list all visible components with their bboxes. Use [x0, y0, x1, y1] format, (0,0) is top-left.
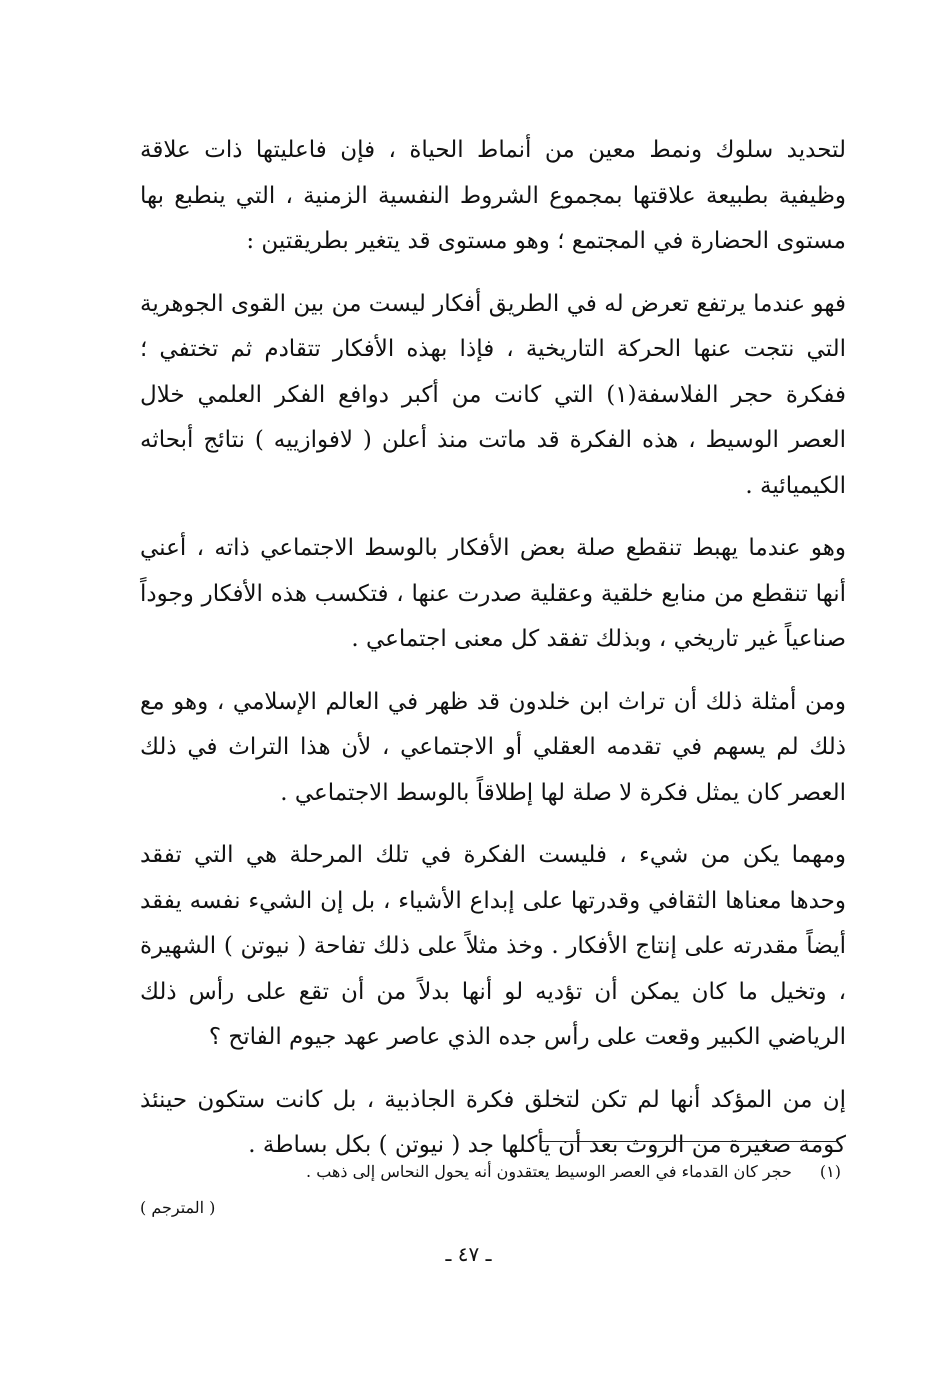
footnote-divider [540, 1141, 836, 1142]
footnote-attribution: ( المترجم ) [140, 1198, 216, 1217]
footnote-marker: (١) [819, 1162, 841, 1181]
paragraph-6: إن من المؤكد أنها لم تكن لتخلق فكرة الجاذبية ، بل كانت ستكون حينئذ كومة صغيرة من الروث بعد أن يأكلها جد ( نيوتن ) بكل بساطة . [140, 1086, 846, 1158]
paragraph-2: فهو عندما يرتفع تعرض له في الطريق أفكار ليست من بين القوى الجوهرية التي نتجت عنها الحركة التاريخية ، فإذا بهذه الأفكار تتقادم ثم تختفي ؛ ففكرة حجر الفلاسفة(١) التي كانت من أكبر دوافع الفكر العلمي خلال العصر الوسيط ، هذه الفكرة قد ماتت منذ أعلن ( لافوازييه ) نتائج أبحاثه الكيميائية . [140, 290, 846, 499]
paragraph-4: ومن أمثلة ذلك أن تراث ابن خلدون قد ظهر في العالم الإسلامي ، وهو مع ذلك لم يسهم في تقدمه العقلي أو الاجتماعي ، لأن هذا التراث في ذلك العصر كان يمثل فكرة لا صلة لها إطلاقاً بالوسط الاجتماعي . [140, 688, 846, 806]
footnote-text: حجر كان القدماء في العصر الوسيط يعتقدون أنه يحول النحاس إلى ذهب . [306, 1162, 792, 1181]
paragraph-1: لتحديد سلوك ونمط معين من أنماط الحياة ، فإن فاعليتها ذات علاقة وظيفية بطبيعة علاقتها بمجموع الشروط النفسية الزمنية ، التي ينطبع بها مستوى الحضارة في المجتمع ؛ وهو مستوى قد يتغير بطريقتين : [140, 137, 846, 254]
footnote [221, 1160, 841, 1184]
main-text [140, 128, 846, 1186]
page-number: ـ ٤٧ ـ [445, 1242, 492, 1266]
paragraph-3: وهو عندما يهبط تنقطع صلة بعض الأفكار بالوسط الاجتماعي ذاته ، أعني أنها تنقطع من منابع خلقية وعقلية صدرت عنها ، فتكسب هذه الأفكار وجوداً صناعياً غير تاريخي ، وبذلك تفقد كل معنى اجتماعي . [140, 535, 846, 652]
paragraph-5: ومهما يكن من شيء ، فليست الفكرة في تلك المرحلة هي التي تفقد وحدها معناها الثقافي وقدرتها على إبداع الأشياء ، بل إن الشيء نفسه يفقد أيضاً مقدرته على إنتاج الأفكار . وخذ مثلاً على ذلك تفاحة ( نيوتن ) الشهيرة ، وتخيل ما كان يمكن أن تؤديه لو أنها بدلاً من أن تقع على رأس ذلك الرياضي الكبير وقعت على رأس جده الذي عاصر عهد جيوم الفاتح ؟ [140, 842, 846, 1050]
